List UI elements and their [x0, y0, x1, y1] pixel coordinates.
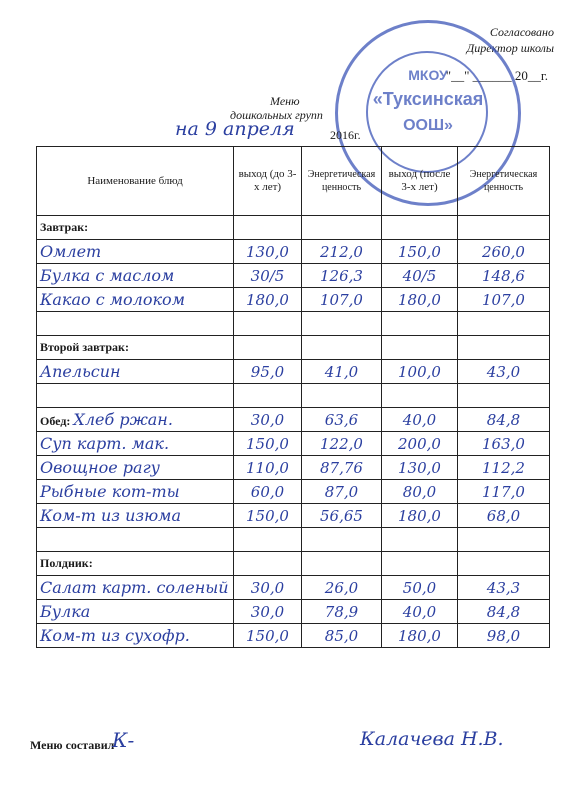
menu-date: на 9 апреля: [175, 118, 295, 140]
cell-value: 200,0: [382, 432, 458, 456]
cell-value: 148,6: [458, 264, 550, 288]
table-row: [37, 576, 550, 600]
cell-value: 180,0: [382, 288, 458, 312]
section-row: [37, 552, 550, 576]
table-row: [37, 624, 550, 648]
header-dish-name: Наименование блюд: [37, 147, 234, 216]
cell-value: 84,8: [458, 408, 550, 432]
dish-name: Булка: [37, 600, 234, 624]
section-title: Полдник:: [37, 552, 234, 576]
dish-name: Рыбные кот-ты: [37, 480, 234, 504]
dish-name: Булка с маслом: [37, 264, 234, 288]
cell-value: 56,65: [302, 504, 382, 528]
cell-value: 30/5: [234, 264, 302, 288]
dish-name: Ком-т из изюма: [37, 504, 234, 528]
cell-value: 112,2: [458, 456, 550, 480]
cell-value: 78,9: [302, 600, 382, 624]
cell-value: 41,0: [302, 360, 382, 384]
compiler-signature: Калачева Н.В.: [360, 728, 504, 750]
cell-value: 95,0: [234, 360, 302, 384]
table-row: [37, 360, 550, 384]
cell-value: 107,0: [458, 288, 550, 312]
section-title: [37, 408, 234, 432]
header-output-under-3: выход (до 3-х лет): [234, 147, 302, 216]
dish-name: Омлет: [37, 240, 234, 264]
cell-value: 43,0: [458, 360, 550, 384]
dish-name: Какао с молоком: [37, 288, 234, 312]
header-energy-under-3: Энергетическая ценность: [302, 147, 382, 216]
table-row: [37, 456, 550, 480]
cell-value: 180,0: [382, 624, 458, 648]
cell-value: 30,0: [234, 408, 302, 432]
dish-name: Салат карт. соленый: [37, 576, 234, 600]
cell-value: 110,0: [234, 456, 302, 480]
cell-value: 40,0: [382, 408, 458, 432]
menu-subtitle: дошкольных групп: [230, 108, 323, 122]
section-row: [37, 216, 550, 240]
empty-row: [37, 312, 550, 336]
section-title-label: Обед:: [40, 414, 71, 428]
header-energy-over-3: Энергетическая ценность: [458, 147, 550, 216]
cell-value: 117,0: [458, 480, 550, 504]
table-row: [37, 600, 550, 624]
empty-row: [37, 384, 550, 408]
empty-row: [37, 528, 550, 552]
cell-value: 180,0: [382, 504, 458, 528]
cell-value: 30,0: [234, 600, 302, 624]
cell-value: 87,76: [302, 456, 382, 480]
stamp-line-1: МКОУ: [408, 67, 448, 83]
cell-value: 98,0: [458, 624, 550, 648]
signature-mark: К-: [112, 728, 135, 752]
cell-value: 85,0: [302, 624, 382, 648]
cell-value: 150,0: [382, 240, 458, 264]
cell-value: 80,0: [382, 480, 458, 504]
approval-date: "__" ______ 20__г.: [445, 68, 548, 83]
cell-value: 122,0: [302, 432, 382, 456]
cell-value: 60,0: [234, 480, 302, 504]
table-row: [37, 432, 550, 456]
section-row: [37, 408, 550, 432]
cell-value: 100,0: [382, 360, 458, 384]
cell-value: 40/5: [382, 264, 458, 288]
cell-value: 126,3: [302, 264, 382, 288]
menu-title: Меню: [270, 94, 300, 108]
cell-value: 40,0: [382, 600, 458, 624]
cell-value: 30,0: [234, 576, 302, 600]
cell-value: 260,0: [458, 240, 550, 264]
dish-name: Овощное рагу: [37, 456, 234, 480]
section-title-dish: Хлеб ржан.: [73, 410, 173, 429]
approval-label: Согласовано: [489, 25, 554, 39]
menu-year: 2016г.: [330, 128, 361, 142]
section-title: Второй завтрак:: [37, 336, 234, 360]
section-row: [37, 336, 550, 360]
table-row: [37, 288, 550, 312]
menu-table: [36, 146, 550, 648]
director-label: Директор школы: [466, 41, 554, 55]
stamp-line-3: ООШ»: [403, 117, 453, 134]
table-row: [37, 240, 550, 264]
cell-value: 130,0: [382, 456, 458, 480]
stamp-line-2: «Туксинская: [372, 89, 484, 109]
cell-value: 163,0: [458, 432, 550, 456]
cell-value: 63,6: [302, 408, 382, 432]
compiled-by-label: Меню составил: [30, 738, 115, 752]
cell-value: 150,0: [234, 504, 302, 528]
cell-value: 50,0: [382, 576, 458, 600]
cell-value: 84,8: [458, 600, 550, 624]
cell-value: 68,0: [458, 504, 550, 528]
dish-name: Апельсин: [37, 360, 234, 384]
table-row: [37, 480, 550, 504]
header-output-over-3: выход (после 3-х лет): [382, 147, 458, 216]
table-header-row: [37, 147, 550, 216]
cell-value: 107,0: [302, 288, 382, 312]
cell-value: 43,3: [458, 576, 550, 600]
cell-value: 87,0: [302, 480, 382, 504]
dish-name: Ком-т из сухофр.: [37, 624, 234, 648]
dish-name: Суп карт. мак.: [37, 432, 234, 456]
section-title: Завтрак:: [37, 216, 234, 240]
cell-value: 212,0: [302, 240, 382, 264]
table-row: [37, 264, 550, 288]
cell-value: 26,0: [302, 576, 382, 600]
cell-value: 180,0: [234, 288, 302, 312]
cell-value: 130,0: [234, 240, 302, 264]
table-row: [37, 504, 550, 528]
cell-value: 150,0: [234, 624, 302, 648]
cell-value: 150,0: [234, 432, 302, 456]
